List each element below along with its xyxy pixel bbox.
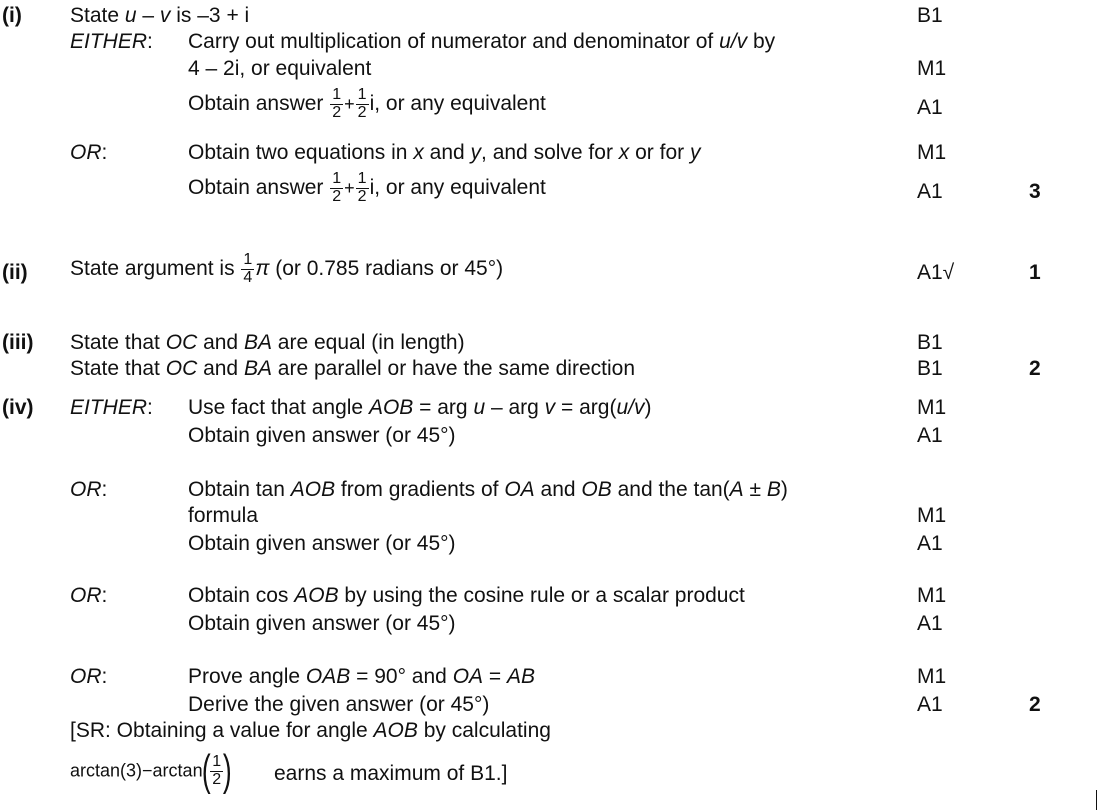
iv-tan-line: Obtain tan AOB from gradients of OA and OB and the tan(A ± B) [188, 478, 788, 501]
iii-line-1: State that OC and BA are equal (in length) [70, 331, 465, 354]
iv-derive-line: Derive the given answer (or 45°) [188, 693, 490, 716]
page-edge-mark [1096, 790, 1097, 810]
iv-sr-line: [SR: Obtaining a value for angle AOB by calculating [70, 719, 551, 742]
fraction-half-c: $\frac{1}{2}$ [332, 170, 342, 205]
mark-iv-prove: M1 [917, 665, 947, 688]
right-paren: ) [223, 746, 232, 795]
or-label-iv-2: OR: [70, 584, 108, 607]
total-ii: 1 [1029, 261, 1041, 284]
mark-iv-cos: M1 [917, 584, 947, 607]
part-label-ii: (ii) [2, 261, 28, 284]
fraction-quarter: $\frac{1}{4}$ [243, 251, 253, 286]
mark-iii-2: B1 [917, 357, 943, 380]
part-label-iii: (iii) [2, 331, 34, 354]
mark-iv-given-2: A1 [917, 532, 943, 555]
total-iii: 2 [1029, 357, 1041, 380]
fraction-half-b: $\frac{1}{2}$ [357, 86, 367, 121]
iv-given-line-2: Obtain given answer (or 45°) [188, 532, 456, 555]
or-label-iv-1: OR: [70, 478, 108, 501]
iv-arctan-line: arctan(3)−arctan( $\frac{1}{2}$ ) [70, 746, 232, 795]
iv-given-line-3: Obtain given answer (or 45°) [188, 612, 456, 635]
part-label-iv: (iv) [2, 396, 34, 419]
iv-prove-line: Prove angle OAB = 90° and OA = AB [188, 665, 535, 688]
mark-i-obtain-2: A1 [917, 180, 943, 203]
ii-state-line: State argument is $\frac{1}{4}$ π (or 0.785 radians or 45°) [70, 251, 504, 286]
mark-ii: A1√ [917, 261, 955, 284]
mark-i-carry: M1 [917, 57, 947, 80]
mark-iv-formula: M1 [917, 504, 947, 527]
mark-iii-1: B1 [917, 331, 943, 354]
iii-line-2: State that OC and BA are parallel or have the same direction [70, 357, 635, 380]
either-label-iv: EITHER: [70, 396, 153, 419]
i-carry-line-2: 4 – 2i, or equivalent [188, 57, 372, 80]
iv-formula-line: formula [188, 504, 259, 527]
mark-iv-given: A1 [917, 424, 943, 447]
mark-i-obtain: A1 [917, 96, 943, 119]
mark-i-two-equations: M1 [917, 141, 947, 164]
mark-iv-derive: A1 [917, 693, 943, 716]
fraction-half-d: $\frac{1}{2}$ [357, 170, 367, 205]
either-label-i: EITHER: [70, 30, 153, 53]
mark-i-state: B1 [917, 4, 943, 27]
iv-cos-line: Obtain cos AOB by using the cosine rule or a scalar product [188, 584, 745, 607]
i-two-equations-line: Obtain two equations in x and y, and solve for x or for y [188, 141, 701, 164]
fraction-half-a: $\frac{1}{2}$ [332, 86, 342, 121]
mark-iv-given-3: A1 [917, 612, 943, 635]
i-state-line: State u – v is –3 + i [70, 4, 250, 27]
i-obtain-line-2: Obtain answer $\frac{1}{2}$ + $\frac{1}{2}$ i, or any equivalent [188, 170, 546, 205]
total-i: 3 [1029, 180, 1041, 203]
total-iv: 2 [1029, 693, 1041, 716]
iv-given-line: Obtain given answer (or 45°) [188, 424, 456, 447]
left-paren: ( [201, 746, 211, 795]
or-label-i: OR: [70, 141, 108, 164]
iv-earns-line: earns a maximum of B1.] [274, 762, 508, 785]
iv-use-line: Use fact that angle AOB = arg u – arg v = arg(u/v) [188, 396, 652, 419]
i-carry-line: Carry out multiplication of numerator and denominator of u/v by [188, 30, 776, 53]
part-label-i: (i) [2, 4, 22, 27]
fraction-half-arctan: $\frac{1}{2}$ [212, 752, 222, 788]
or-label-iv-3: OR: [70, 665, 108, 688]
mark-iv-use: M1 [917, 396, 947, 419]
i-obtain-line: Obtain answer $\frac{1}{2}$ + $\frac{1}{2}$ i, or any equivalent [188, 86, 546, 121]
